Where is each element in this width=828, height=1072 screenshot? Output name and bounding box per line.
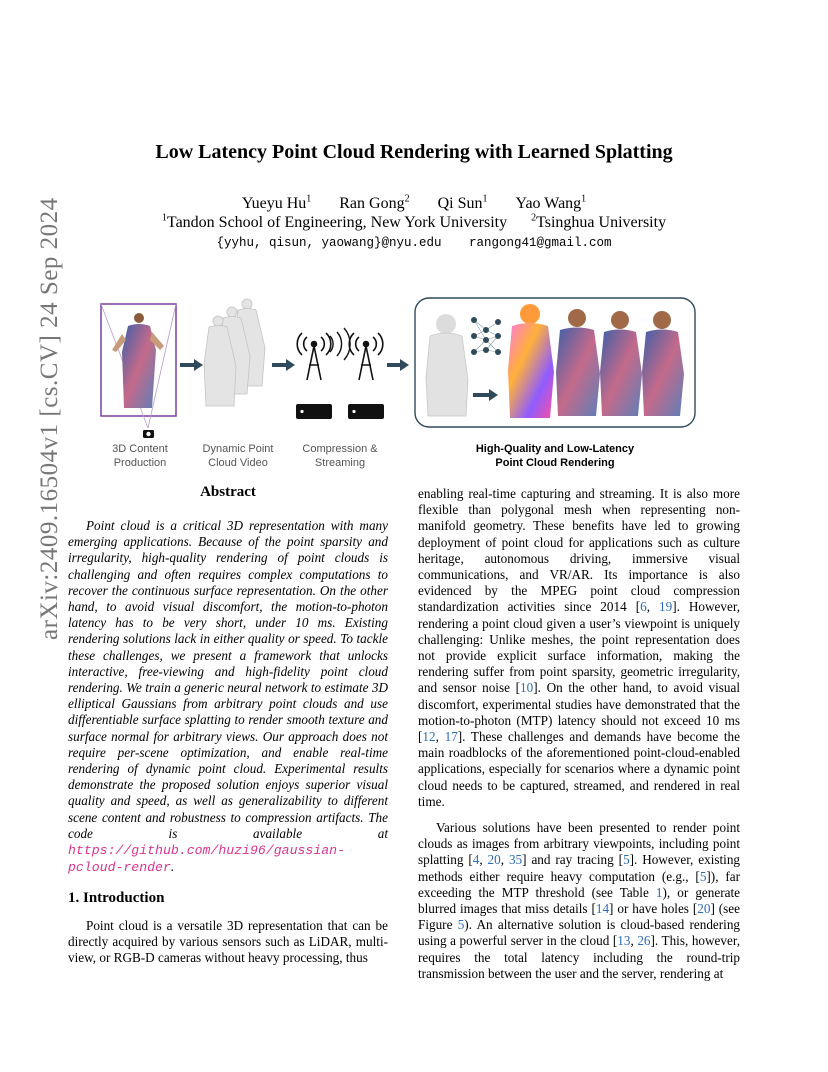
author: Yueyu Hu$^1$ xyxy=(241,194,312,213)
affiliation: $^2$Tsinghua University xyxy=(531,213,667,232)
email: rangong41@gmail.com xyxy=(469,236,612,250)
affiliation: $^1$Tandon School of Engineering, New York University xyxy=(161,213,508,232)
citation-link[interactable]: 12 xyxy=(422,729,436,745)
stage-caption: High-Quality and Low-Latency Point Cloud Rendering xyxy=(475,443,635,469)
abstract-heading: Abstract xyxy=(200,484,256,500)
intro-paragraph-continued xyxy=(418,486,740,982)
captured-person xyxy=(112,313,164,408)
paper-title: Low Latency Point Cloud Rendering with Learned Splatting xyxy=(155,141,673,163)
text-span: ]. These challenges and demands have become the main roadblocks of the aforementioned point-cloud-enabled applications, especially for scenarios where a dynamic point cloud needs to be captured, streamed, and rendered in real time. xyxy=(418,729,741,809)
intro-paragraph: Point cloud is a versatile 3D representation that can be directly acquired by various sensors such as LiDAR, multi-view, or RGB-D cameras without heavy processing, thus xyxy=(68,918,388,966)
text-span: , xyxy=(435,729,445,745)
citation-link[interactable]: 19 xyxy=(659,599,673,615)
arrow-right-icon xyxy=(272,359,295,371)
text-span: ]), far exceeding the MTP threshold (see Table xyxy=(418,868,740,900)
arrow-right-icon xyxy=(180,359,203,371)
router-icon xyxy=(296,404,332,419)
abstract-body: Point cloud is a critical 3D representation with many emerging applications. Because of the point sparsity and irregularity, high-quality rendering of point clouds is challenging and often requires complex computations to recover the continuous surface representation. On the other hand, to avoid visual discomfort, the motion-to-photon latency has to be very short, under 10 ms. Existing rendering solutions lack in either quality or speed. To tackle these challenges, we present a framework that unlocks interactive, free-viewing and high-fidelity point cloud rendering. We train a generic neural network to estimate 3D elliptical Gaussians from arbitrary point clouds and use differentiable surface splatting to render smooth texture and surface normal for arbitrary views. Our approach does not require per-scene optimization, and enable real-time rendering of dynamic point cloud. Experimental results demonstrate the proposed solution enjoys superior visual quality and speed, as well as generalizability to different scene content and robustness to compression artifacts. The code is available at https://github.com/huzi96/gaussian-pcloud-render. xyxy=(68,518,388,876)
affiliation-list xyxy=(0,213,828,232)
citation-link[interactable]: 5 xyxy=(623,852,630,868)
right-paragraph-1 xyxy=(418,486,740,810)
author: Qi Sun$^1$ xyxy=(437,194,488,213)
text-span: ] (see Figure xyxy=(418,901,741,933)
citation-link[interactable]: 4 xyxy=(472,852,480,868)
stage-caption: 3D Content Production xyxy=(112,443,168,469)
citation-link[interactable]: 5 xyxy=(457,917,465,933)
text-span: ] or have holes [ xyxy=(609,901,698,917)
citation-link[interactable]: 20 xyxy=(487,852,501,868)
teaser-figure xyxy=(0,290,828,440)
text-span: ]. However, existing methods either require heavy computation (e.g., [ xyxy=(418,852,741,884)
citation-link[interactable]: 13 xyxy=(617,933,631,949)
text-span: , xyxy=(500,852,509,868)
email-list xyxy=(0,236,828,250)
antenna-icon xyxy=(349,333,383,380)
author: Yao Wang$^1$ xyxy=(515,194,587,213)
camera-icon xyxy=(143,430,154,438)
text-span: ] and ray tracing [ xyxy=(522,852,624,868)
citation-link[interactable]: 6 xyxy=(640,599,647,615)
citation-link[interactable]: 14 xyxy=(595,901,610,917)
author: Ran Gong$^2$ xyxy=(339,194,410,213)
text-span: , xyxy=(630,933,638,949)
text-span: ]. However, rendering a point cloud given a user’s viewpoint is uniquely challenging: Unlike meshes, the point representation does not provide explicit surface information, making the rendering suffer from point sparsity, geometric irregularity, and sensor noise [ xyxy=(418,599,740,696)
text-span: ]. On the other hand, to avoid visual discomfort, experimental studies have demonstrated that the motion-to-photon (MTP) latency should not exceed 10 ms [ xyxy=(418,680,740,745)
router-icon xyxy=(348,404,384,419)
stage-caption: Compression & Streaming xyxy=(302,443,378,469)
text-span: , xyxy=(479,852,488,868)
citation-link[interactable]: 17 xyxy=(444,729,458,745)
citation-link[interactable]: 1 xyxy=(655,884,663,900)
code-link[interactable]: https://github.com/huzi96/gaussian-pcloud-render xyxy=(68,843,345,876)
text-span: enabling real-time capturing and streaming. It is also more flexible than polygonal mesh when representing non-manifold geometry. These benefits have led to growing deployment of point cloud for applications such as culture heritage, autonomous driving, immersive visual communications, and VR/AR. Its importance is also evidenced by the MPEG point cloud compression standardization activities since 2014 [ xyxy=(418,486,740,615)
antenna-icon xyxy=(297,333,331,380)
content-production-frame xyxy=(101,304,176,438)
email: {yyhu, qisun, yaowang}@nyu.edu xyxy=(216,236,442,250)
rendering-panel xyxy=(415,298,695,427)
arrow-right-icon xyxy=(387,359,409,371)
text-span: ). An alternative solution is cloud-based rendering using a powerful server in the cloud [ xyxy=(418,917,741,949)
citation-link[interactable]: 35 xyxy=(508,852,523,868)
text-span: ), or generate blurred images that miss details [ xyxy=(418,884,740,917)
text-span: Various solutions have been presented to render point clouds as images from arbitrary viewpoints, including point splatting [ xyxy=(418,820,740,868)
author-list xyxy=(0,194,828,213)
citation-link[interactable]: 26 xyxy=(637,933,651,949)
signal-waves-icon xyxy=(330,328,350,360)
text-span: , xyxy=(646,599,659,615)
introduction-heading: 1. Introduction xyxy=(68,890,165,906)
right-paragraph-2 xyxy=(418,820,740,982)
arxiv-identifier: arXiv:2409.16504v1 [cs.CV] 24 Sep 2024 xyxy=(36,197,63,640)
dynamic-point-cloud-figures xyxy=(204,299,265,406)
citation-link[interactable]: 10 xyxy=(520,680,534,696)
citation-link[interactable]: 5 xyxy=(699,868,707,884)
stage-caption: Dynamic Point Cloud Video xyxy=(202,443,274,469)
citation-link[interactable]: 20 xyxy=(697,901,711,917)
text-span: ]. This, however, requires the total latency including the round-trip transmission between the user and the server, rendering at xyxy=(418,933,741,981)
